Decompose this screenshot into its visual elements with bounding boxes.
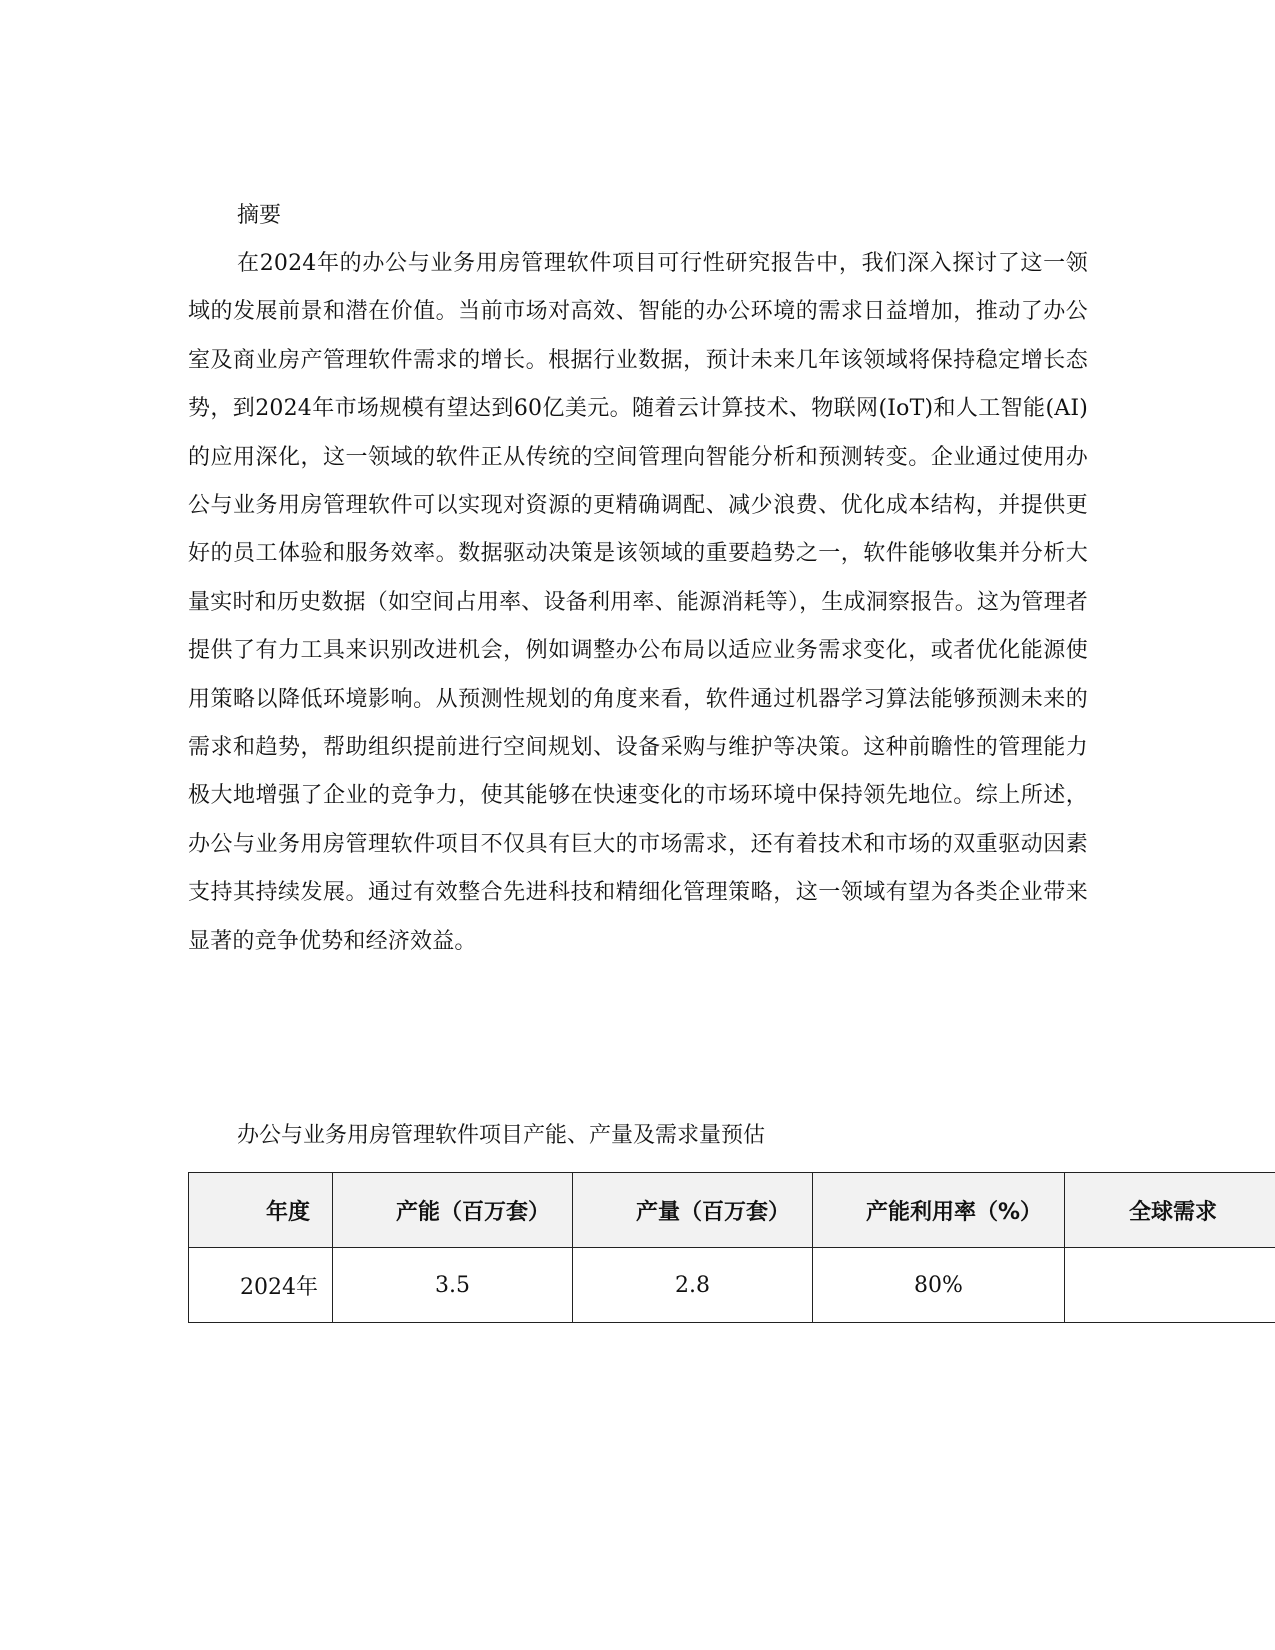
abstract-heading: 摘要: [237, 203, 282, 228]
header-global-demand: 全球需求: [1065, 1173, 1275, 1248]
header-year: 年度: [189, 1173, 333, 1248]
cell-capacity: 3.5: [333, 1248, 573, 1323]
header-utilization: 产能利用率（%）: [813, 1173, 1065, 1248]
table-caption: 办公与业务用房管理软件项目产能、产量及需求量预估: [237, 1123, 766, 1148]
forecast-table: [188, 1172, 1275, 1323]
table-header-row: [189, 1173, 1275, 1248]
abstract-paragraph: 在2024年的办公与业务用房管理软件项目可行性研究报告中，我们深入探讨了这一领域的发展前景和潜在价值。当前市场对高效、智能的办公环境的需求日益增加，推动了办公室及商业房产管理软件需求的增长。根据行业数据，预计未来几年该领域将保持稳定增长态势，到2024年市场规模有望达到60亿美元。随着云计算技术、物联网(IoT)和人工智能(AI)的应用深化，这一领域的软件正从传统的空间管理向智能分析和预测转变。企业通过使用办公与业务用房管理软件可以实现对资源的更精确调配、减少浪费、优化成本结构，并提供更好的员工体验和服务效率。数据驱动决策是该领域的重要趋势之一，软件能够收集并分析大量实时和历史数据（如空间占用率、设备利用率、能源消耗等），生成洞察报告。这为管理者提供了有力工具来识别改进机会，例如调整办公布局以适应业务需求变化，或者优化能源使用策略以降低环境影响。从预测性规划的角度来看，软件通过机器学习算法能够预测未来的需求和趋势，帮助组织提前进行空间规划、设备采购与维护等决策。这种前瞻性的管理能力极大地增强了企业的竞争力，使其能够在快速变化的市场环境中保持领先地位。综上所述，办公与业务用房管理软件项目不仅具有巨大的市场需求，还有着技术和市场的双重驱动因素支持其持续发展。通过有效整合先进科技和精细化管理策略，这一领域有望为各类企业带来显著的竞争优势和经济效益。: [188, 251, 1088, 954]
cell-utilization: 80%: [813, 1248, 1065, 1323]
cell-output: 2.8: [573, 1248, 813, 1323]
header-output: 产量（百万套）: [573, 1173, 813, 1248]
cell-year: 2024年: [189, 1248, 333, 1323]
header-capacity: 产能（百万套）: [333, 1173, 573, 1248]
table-row: [189, 1248, 1275, 1323]
cell-global-demand: [1065, 1248, 1275, 1323]
